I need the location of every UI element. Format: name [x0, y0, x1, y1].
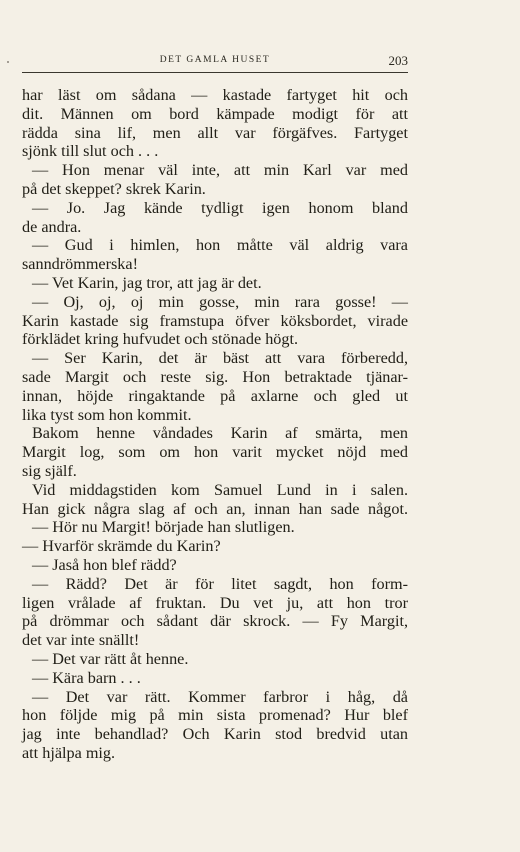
text-line: dit. Männen om bord kämpade modigt för att [22, 104, 408, 123]
text-line: på det skeppet? skrek Karin. [22, 179, 206, 198]
text-line: på drömmar och sådant där skrock. — Fy Margit, [22, 612, 408, 631]
text-line: sjönk till slut och . . . [22, 142, 159, 161]
text-line: — Ser Karin, det är bäst att vara förberedd, [32, 349, 408, 368]
header-rule [22, 72, 408, 73]
text-line: — Hör nu Margit! började han slutligen. [32, 518, 295, 537]
text-line: att hjälpa mig. [22, 743, 116, 762]
text-line: — Rädd? Det är för litet sagdt, hon form- [32, 574, 408, 593]
text-line: sig själf. [22, 461, 77, 480]
text-line: ligen vrålade af fruktan. Du vet ju, att hon tror [22, 593, 408, 612]
page-number: 203 [388, 53, 408, 68]
text-line: — Jo. Jag kände tydligt igen honom bland [32, 198, 408, 217]
paper-speck [7, 61, 9, 63]
text-line: — Oj, oj, oj min gosse, min rara gosse! — [32, 292, 408, 311]
text-line: det var inte snällt! [22, 631, 140, 650]
text-line: innan, höjde ringaktande på axlarne och gled ut [22, 386, 408, 405]
text-line: Bakom henne våndades Karin af smärta, men [32, 424, 408, 443]
text-line: — Jaså hon blef rädd? [32, 555, 177, 574]
text-line: förklädet kring hufvudet och stönade högt. [22, 330, 299, 349]
text-line: — Vet Karin, jag tror, att jag är det. [32, 273, 262, 292]
text-line: — Hon menar väl inte, att min Karl var med [32, 161, 408, 180]
text-line: — Hvarför skrämde du Karin? [22, 537, 221, 556]
text-line: sade Margit och reste sig. Hon betraktade tjänar- [22, 367, 408, 386]
text-line: Margit log, som om hon varit mycket nöjd med [22, 443, 408, 462]
text-line: — Det var rätt. Kommer farbror i håg, då [32, 687, 408, 706]
text-line: sanndrömmerska! [22, 255, 138, 274]
text-line: har läst om sådana — kastade fartyget hit och [22, 86, 408, 104]
text-line: Vid middagstiden kom Samuel Lund in i salen. [32, 480, 408, 499]
text-line: — Det var rätt åt henne. [32, 649, 189, 668]
running-title: DET GAMLA HUSET [159, 55, 271, 65]
running-head [22, 52, 408, 72]
text-line: Karin kastade sig framstupa öfver köksbordet, virade [22, 311, 408, 330]
text-line: hon följde mig på min sista promenad? Hur blef [22, 706, 408, 725]
text-line: — Kära barn . . . [32, 668, 141, 687]
text-line: Han gick några slag af och an, innan han sade något. [22, 499, 408, 518]
text-line: de andra. [22, 217, 82, 236]
text-line: jag inte behandlad? Och Karin stod bredvid utan [22, 725, 408, 744]
body-text [22, 86, 408, 763]
text-line: rädda sina lif, men allt var förgäfves. Fartyget [22, 123, 408, 142]
text-line: lika tyst som hon kommit. [22, 405, 192, 424]
text-line: — Gud i himlen, hon måtte väl aldrig vara [32, 236, 408, 255]
